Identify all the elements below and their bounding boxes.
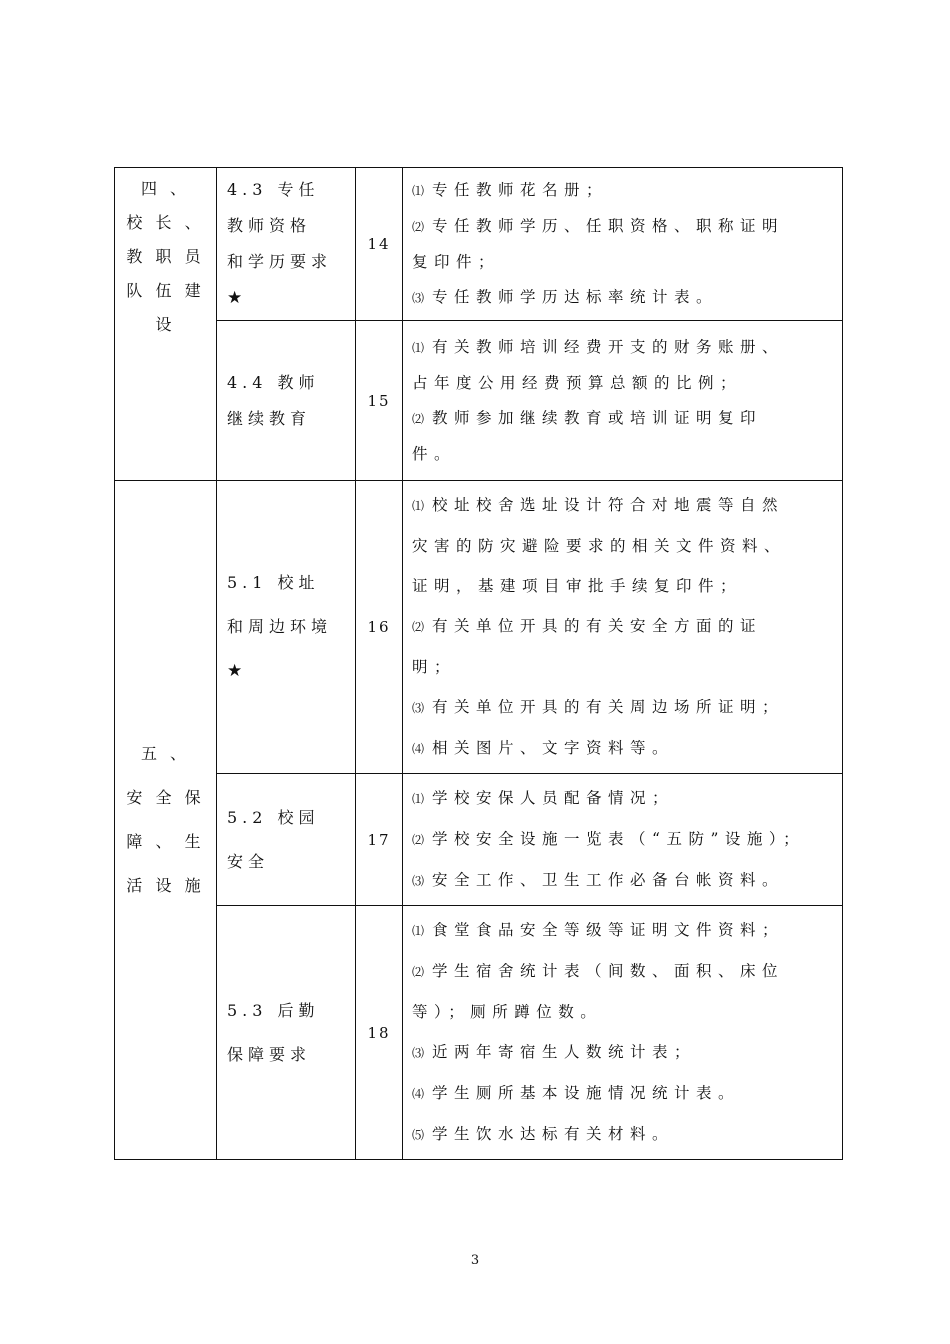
material-text: 专任教师学历、任职资格、职称证明 (432, 216, 785, 235)
indicator-line: 和学历要求 (227, 252, 333, 271)
indicator-line: 4.3 专任 (227, 180, 320, 199)
category-line: 校 长 、 (126, 213, 205, 232)
score-cell: 18 (356, 906, 403, 1160)
category-line: 障 、 生 (126, 832, 205, 851)
material-item (412, 401, 836, 437)
category-line: 四 、 (140, 179, 191, 198)
material-text: 校址校舍选址设计符合对地震等自然 (432, 496, 785, 514)
material-item (412, 485, 836, 526)
table-row (115, 481, 843, 774)
item-number: ⑵ (412, 219, 425, 234)
item-number: ⑸ (412, 1128, 425, 1142)
score-cell: 15 (356, 321, 403, 481)
materials-cell (403, 481, 843, 774)
material-item (412, 209, 836, 245)
material-text: 有关教师培训经费开支的财务账册、 (432, 337, 785, 356)
item-number: ⑴ (412, 924, 425, 938)
material-item (412, 728, 836, 769)
material-item (412, 687, 836, 728)
material-text: 复印件； (412, 252, 501, 271)
item-number: ⑴ (412, 183, 425, 198)
indicator-line: 5.1 校址 (227, 573, 320, 592)
indicator-line: 安全 (227, 851, 270, 871)
material-text: 近两年寄宿生人数统计表； (432, 1043, 697, 1061)
materials-cell (403, 906, 843, 1160)
material-text: 相关图片、文字资料等。 (432, 739, 675, 757)
material-text: 有关单位开具的有关周边场所证明； (432, 698, 785, 716)
materials-cell (403, 774, 843, 906)
material-text: 明； (412, 658, 457, 676)
indicator-line: 4.4 教师 (227, 372, 320, 392)
material-text: 学校安保人员配备情况； (432, 789, 675, 807)
material-item (412, 1114, 836, 1155)
material-text: 学生饮水达标有关材料。 (432, 1125, 675, 1143)
indicator-line: 教师资格 (227, 216, 312, 235)
material-text: 专任教师花名册； (432, 180, 609, 199)
category-cell (115, 168, 217, 481)
material-text: 学校安全设施一览表（“五防”设施）； (432, 830, 806, 848)
score-cell: 16 (356, 481, 403, 774)
indicator-line: 和周边环境 (227, 617, 333, 636)
table-row (115, 168, 843, 321)
category-line: 安 全 保 (126, 788, 205, 807)
item-number: ⑷ (412, 1087, 425, 1101)
material-item (412, 860, 836, 901)
criteria-table (114, 167, 843, 1160)
table-row (115, 774, 843, 906)
indicator-cell (217, 906, 356, 1160)
indicator-line: 5.2 校园 (227, 807, 320, 827)
material-text: 教师参加继续教育或培训证明复印 (432, 408, 763, 427)
material-item (412, 606, 836, 647)
indicator-line: 5.3 后勤 (227, 1000, 320, 1020)
material-text: 安全工作、卫生工作必备台帐资料。 (432, 871, 785, 889)
material-text: 学生厕所基本设施情况统计表。 (432, 1084, 741, 1102)
material-text: 等）；厕所蹲位数。 (412, 1003, 603, 1021)
indicator-cell (217, 321, 356, 481)
indicator-cell (217, 168, 356, 321)
category-line: 教 职 员 (126, 247, 205, 266)
material-item (412, 173, 836, 209)
material-item (412, 1032, 836, 1073)
page-number: 3 (470, 1253, 480, 1268)
item-number: ⑵ (412, 411, 425, 426)
material-item (412, 330, 836, 366)
item-number: ⑴ (412, 340, 425, 355)
item-number: ⑴ (412, 792, 425, 806)
score-cell: 17 (356, 774, 403, 906)
item-number: ⑶ (412, 290, 425, 305)
materials-cell (403, 168, 843, 321)
indicator-cell (217, 481, 356, 774)
star-icon: ★ (227, 661, 243, 681)
material-item (412, 819, 836, 860)
material-text: 学生宿舍统计表（间数、面积、床位 (432, 962, 785, 980)
material-text: 专任教师学历达标率统计表。 (432, 287, 719, 306)
indicator-line: 保障要求 (227, 1044, 312, 1064)
category-line: 五 、 (140, 744, 191, 763)
indicator-line: 继续教育 (227, 408, 312, 428)
item-number: ⑵ (412, 965, 425, 979)
item-number: ⑶ (412, 701, 425, 715)
material-item (412, 280, 836, 316)
material-text: 有关单位开具的有关安全方面的证 (432, 617, 763, 635)
category-cell (115, 481, 217, 1160)
material-item (412, 778, 836, 819)
material-text: 证明，基建项目审批手续复印件； (412, 577, 743, 595)
material-text: 灾害的防灾避险要求的相关文件资料、 (412, 537, 787, 555)
score-cell: 14 (356, 168, 403, 321)
category-line: 设 (155, 315, 176, 334)
star-icon: ★ (227, 288, 243, 308)
material-item (412, 1073, 836, 1114)
material-text: 占年度公用经费预算总额的比例； (412, 373, 743, 392)
item-number: ⑶ (412, 874, 425, 888)
materials-cell (403, 321, 843, 481)
category-line: 队 伍 建 (126, 281, 205, 300)
material-item (412, 951, 836, 992)
category-line: 活 设 施 (126, 876, 205, 895)
item-number: ⑶ (412, 1046, 425, 1060)
item-number: ⑷ (412, 742, 425, 756)
material-item (412, 910, 836, 951)
item-number: ⑴ (412, 499, 425, 513)
item-number: ⑵ (412, 620, 425, 634)
material-text: 食堂食品安全等级等证明文件资料； (432, 921, 785, 939)
material-text: 件。 (412, 444, 457, 463)
indicator-cell (217, 774, 356, 906)
item-number: ⑵ (412, 833, 425, 847)
table-row (115, 906, 843, 1160)
table-row (115, 321, 843, 481)
